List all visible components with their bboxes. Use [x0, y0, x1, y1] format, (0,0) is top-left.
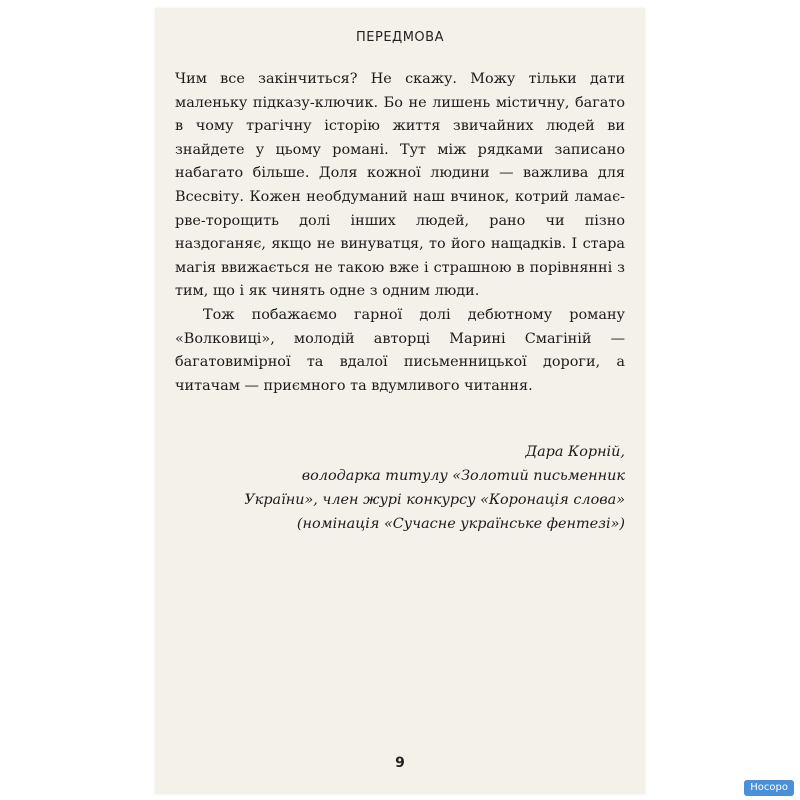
paragraph-1: Чим все закінчиться? Не скажу. Можу тільки дати маленьку підказу-ключик. Бо не лишень містичну, багато в чому трагічну історію життя звичайних людей ви знайдете у цьому романі. Тут між рядками записано набагато більше. Доля кожної людини — важлива для Всесвіту. Кожен необдуманий наш вчинок, котрий ламає-рве-торощить долі інших людей, рано чи пізно наздоганяє, якщо не винуватця, то його нащадків. І стара магія ввижається не такою вже і страшною в порівнянні з тим, що і як чинять одне з одним люди.	[175, 71, 625, 300]
running-head: ПЕРЕДМОВА	[356, 30, 444, 45]
author-title-line-1: володарка титулу «Золотий письменник	[301, 468, 625, 484]
book-page	[155, 8, 645, 794]
page-number: 9	[395, 755, 405, 771]
watermark-badge: Носоро	[744, 780, 794, 796]
author-title-line-2: України», член журі конкурсу «Коронація слова»	[244, 492, 625, 508]
paragraph-2: Тож побажаємо гарної долі дебютному роману «Волковиці», молодій авторці Марині Смагіній — багатовимірної та вдалої письменницької дороги, а читачам — приємного та вдумливого читання.	[175, 306, 625, 394]
body-text	[175, 68, 625, 398]
author-signature-block	[175, 440, 625, 536]
author-name: Дара Корній,	[525, 444, 625, 460]
author-title-line-3: (номінація «Сучасне українське фентезі»)	[296, 516, 625, 532]
